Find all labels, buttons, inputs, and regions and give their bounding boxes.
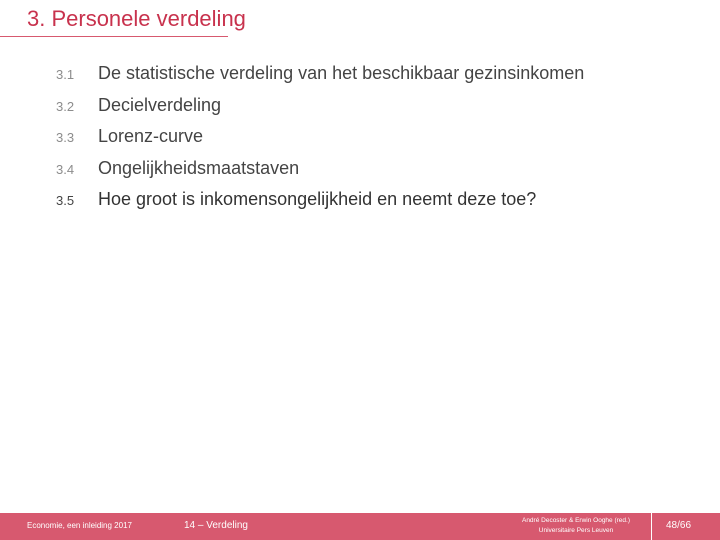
footer-book-title: Economie, een inleiding 2017 xyxy=(27,521,132,530)
table-of-contents xyxy=(56,63,584,221)
footer-chapter: 14 – Verdeling xyxy=(184,520,248,531)
toc-item xyxy=(56,95,584,127)
toc-item-number: 3.3 xyxy=(56,130,75,146)
footer-authors-line: André Decoster & Erwin Ooghe (red.) xyxy=(521,517,631,524)
toc-item-label: Lorenz-curve xyxy=(98,126,204,147)
title-underline xyxy=(0,36,228,37)
toc-item-number: 3.2 xyxy=(56,98,75,114)
toc-item-label: Hoe groot is inkomensongelijkheid en neemt deze toe? xyxy=(98,189,537,210)
footer-divider xyxy=(651,513,652,540)
page-number: 48/66 xyxy=(666,520,692,531)
toc-item-current xyxy=(56,189,584,221)
toc-item-number: 3.5 xyxy=(56,193,75,209)
footer-bar xyxy=(0,513,720,540)
toc-item-label: Decielverdeling xyxy=(98,94,222,115)
toc-item xyxy=(56,126,584,158)
slide-title: 3. Personele verdeling xyxy=(27,6,246,31)
footer-publisher-line: Universitaire Pers Leuven xyxy=(538,527,614,534)
toc-item-label: Ongelijkheidsmaatstaven xyxy=(98,157,300,178)
toc-item-number: 3.4 xyxy=(56,161,75,177)
toc-item xyxy=(56,63,584,95)
toc-item-label: De statistische verdeling van het beschikbaar gezinsinkomen xyxy=(98,63,585,83)
toc-item xyxy=(56,158,584,190)
toc-item-number: 3.1 xyxy=(56,67,75,82)
footer-authors xyxy=(508,516,644,536)
